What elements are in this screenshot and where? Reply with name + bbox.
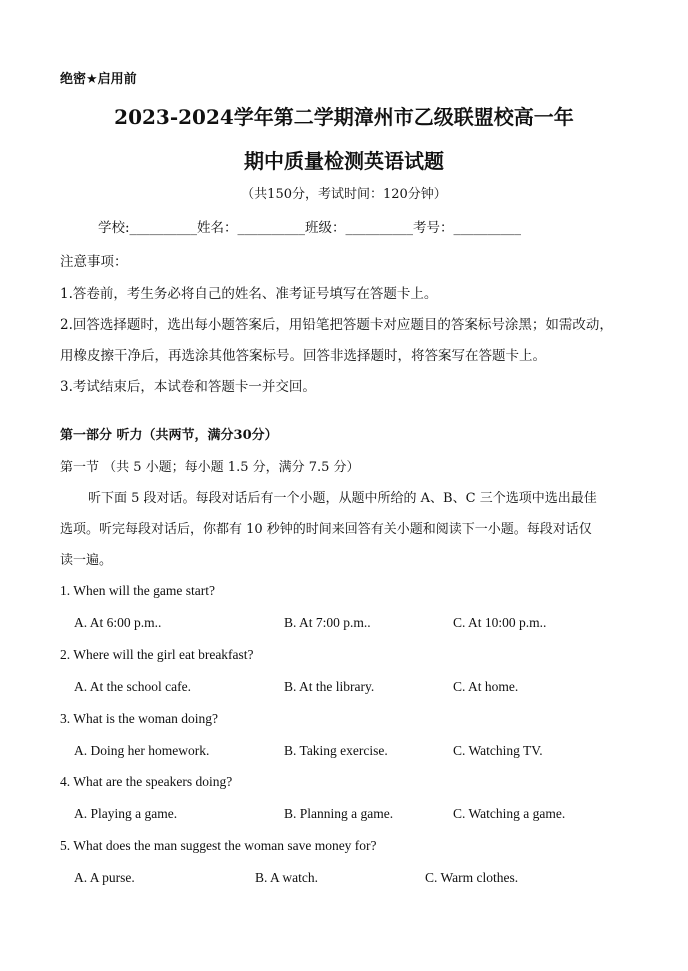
instruction-line2: 选项。听完每段对话后，你都有 10 秒钟的时间来回答有关小题和阅读下一小题。每段对话仅 <box>60 522 592 537</box>
question-5-option-a: A. A purse. <box>74 870 135 885</box>
notes-heading: 注意事项： <box>60 254 128 270</box>
student-info-line: 学校:__________姓名：__________班级：__________考号：__________ <box>98 220 522 236</box>
question-4-option-b: B. Planning a game. <box>284 806 394 821</box>
question-2-option-b: B. At the library. <box>284 679 375 694</box>
question-1-option-a: A. At 6:00 p.m.. <box>74 615 162 630</box>
confidential-mark: 绝密★启用前 <box>60 72 137 87</box>
section1-heading: 第一节 （共 5 小题；每小题 1.5 分，满分 7.5 分） <box>60 460 360 475</box>
note-item-1: 1.答卷前，考生务必将自己的姓名、准考证号填写在答题卡上。 <box>60 286 438 302</box>
question-4: 4. What are the speakers doing? <box>60 774 233 789</box>
instruction-line3: 读一遍。 <box>60 553 113 568</box>
exam-title-line2: 期中质量检测英语试题 <box>244 149 444 173</box>
question-3-option-b: B. Taking exercise. <box>284 743 388 758</box>
question-4-option-c: C. Watching a game. <box>453 806 566 821</box>
question-1: 1. When will the game start? <box>60 583 215 598</box>
note-item-2-line2: 用橡皮擦干净后，再选涂其他答案标号。回答非选择题时，将答案写在答题卡上。 <box>60 348 546 364</box>
question-3: 3. What is the woman doing? <box>60 711 218 726</box>
question-5: 5. What does the man suggest the woman save money for? <box>60 838 377 853</box>
part1-heading: 第一部分 听力（共两节，满分30分） <box>60 428 278 443</box>
exam-title-line1: 2023-2024学年第二学期漳州市乙级联盟校高一年 <box>114 105 574 129</box>
question-3-option-a: A. Doing her homework. <box>74 743 210 758</box>
question-1-option-c: C. At 10:00 p.m.. <box>453 615 547 630</box>
question-3-option-c: C. Watching TV. <box>453 743 543 758</box>
question-2-option-a: A. At the school cafe. <box>74 679 191 694</box>
question-2-option-c: C. At home. <box>453 679 519 694</box>
question-2: 2. Where will the girl eat breakfast? <box>60 647 254 662</box>
note-item-2-line1: 2.回答选择题时，选出每小题答案后，用铅笔把答题卡对应题目的答案标号涂黑；如需改动， <box>60 317 613 333</box>
note-item-3: 3.考试结束后，本试卷和答题卡一并交回。 <box>60 379 316 395</box>
question-5-option-b: B. A watch. <box>255 870 318 885</box>
instruction-line1: 听下面 5 段对话。每段对话后有一个小题，从题中所给的 A、B、C 三个选项中选出最佳 <box>88 491 597 506</box>
question-1-option-b: B. At 7:00 p.m.. <box>284 615 371 630</box>
question-4-option-a: A. Playing a game. <box>74 806 178 821</box>
question-5-option-c: C. Warm clothes. <box>425 870 519 885</box>
exam-subtitle: （共150分，考试时间：120分钟） <box>241 187 447 202</box>
